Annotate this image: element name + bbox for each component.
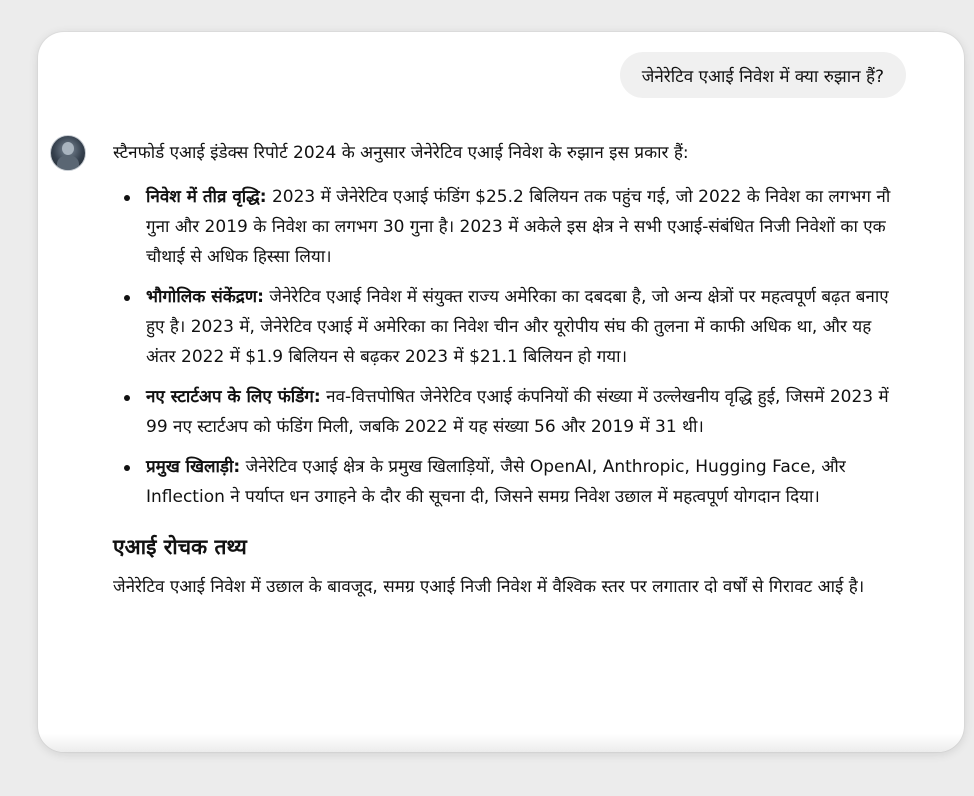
bottom-fade: [38, 734, 964, 752]
list-item: [146, 382, 903, 442]
assistant-response: [113, 138, 903, 602]
point-text: 2023 में जेनेरेटिव एआई फंडिंग $25.2 बिलियन तक पहुंच गई, जो 2022 के निवेश का लगभग नौ गुना और 2019 के निवेश का लगभग 30 गुना है। 2023 में अकेले इस क्षेत्र ने सभी एआई-संबंधित निजी निवेशों का एक चौथाई से अधिक हिस्सा लिया।: [146, 187, 891, 267]
point-colon: :: [233, 457, 241, 477]
list-item: [146, 182, 903, 272]
avatar-head-shape: [62, 142, 74, 155]
point-colon: :: [259, 187, 267, 207]
chat-window: [38, 32, 964, 752]
point-colon: :: [313, 387, 321, 407]
point-title: भौगोलिक संकेंद्रण: [146, 287, 258, 307]
list-item: [146, 282, 903, 372]
point-text: जेनेरेटिव एआई क्षेत्र के प्रमुख खिलाड़ियों, जैसे OpenAI, Anthropic, Hugging Face, और Inflection ने पर्याप्त धन उगाहने के दौर की सूचना दी, जिसने समग्र निवेश उछाल में महत्वपूर्ण योगदान दिया।: [146, 457, 846, 507]
avatar-body-shape: [57, 155, 79, 171]
point-title: निवेश में तीव्र वृद्धि: [146, 187, 260, 207]
section-heading: एआई रोचक तथ्य: [113, 535, 247, 559]
point-colon: :: [257, 287, 264, 307]
point-title: प्रमुख खिलाड़ी: [146, 457, 234, 477]
trend-list: [113, 182, 903, 512]
user-message-bubble: [620, 52, 906, 98]
fact-paragraph: जेनेरेटिव एआई निवेश में उछाल के बावजूद, समग्र एआई निजी निवेश में वैश्विक स्तर पर लगातार दो वर्षों से गिरावट आई है।: [113, 577, 865, 597]
point-text: नव-वित्तपोषित जेनेरेटिव एआई कंपनियों की संख्या में उल्लेखनीय वृद्धि हुई, जिसमें 2023 में 99 नए स्टार्टअप को फंडिंग मिली, जबकि 2022 में यह संख्या 56 और 2019 में 31 थी।: [146, 387, 889, 437]
response-intro: स्टैनफोर्ड एआई इंडेक्स रिपोर्ट 2024 के अनुसार जेनेरेटिव एआई निवेश के रुझान इस प्रकार हैं:: [113, 143, 689, 163]
assistant-avatar-icon: [50, 135, 86, 171]
point-title: नए स्टार्टअप के लिए फंडिंग: [146, 387, 314, 407]
point-text: जेनेरेटिव एआई निवेश में संयुक्त राज्य अमेरिका का दबदबा है, जो अन्य क्षेत्रों पर महत्वपूर्ण बढ़त बनाए हुए है। 2023 में, जेनेरेटिव एआई में अमेरिका का निवेश चीन और यूरोपीय संघ की तुलना में काफी अधिक था, और यह अंतर 2022 में $1.9 बिलियन से बढ़कर 2023 में $21.1 बिलियन हो गया।: [146, 287, 889, 367]
list-item: [146, 452, 903, 512]
user-message-text: जेनेरेटिव एआई निवेश में क्या रुझान हैं?: [641, 66, 884, 87]
